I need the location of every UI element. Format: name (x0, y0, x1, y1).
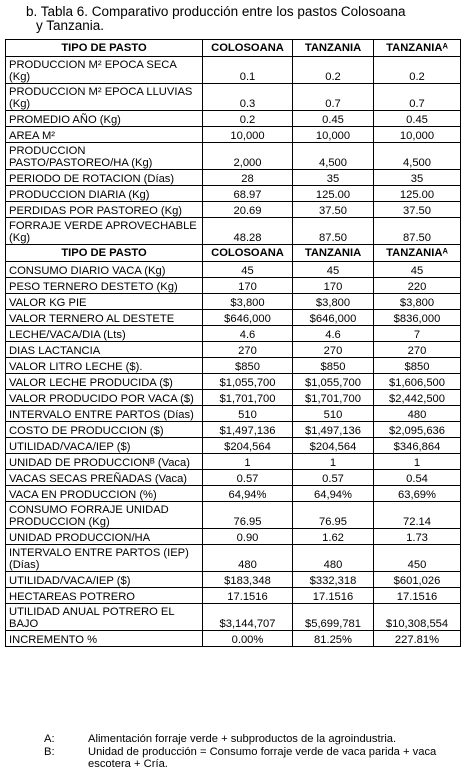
row-label: UTILIDAD/VACA/IEP ($) (6, 438, 203, 454)
table-row (6, 170, 461, 186)
value-cell: 227.81% (374, 631, 461, 647)
value-cell: 480 (203, 545, 293, 572)
row-label: PERIODO DE ROTACION (Días) (6, 170, 203, 186)
value-cell: 0.00% (203, 631, 293, 647)
table-row (6, 486, 461, 502)
header-cell-2: TANZANIA (293, 40, 374, 57)
value-cell: $332,318 (293, 572, 374, 588)
row-label: VALOR KG PIE (6, 294, 203, 310)
value-cell: $183,348 (203, 572, 293, 588)
table-row (6, 358, 461, 374)
value-cell: 68.97 (203, 186, 293, 202)
value-cell: $1,055,700 (203, 374, 293, 390)
value-cell: 0.45 (374, 111, 461, 127)
table-row (6, 470, 461, 486)
value-cell: 17.1516 (374, 588, 461, 604)
value-cell: $3,144,707 (203, 604, 293, 631)
table-row (6, 438, 461, 454)
value-cell: 0.45 (293, 111, 374, 127)
row-label: PRODUCCION M² EPOCA SECA (Kg) (6, 57, 203, 84)
row-label: INCREMENTO % (6, 631, 203, 647)
value-cell: 45 (374, 262, 461, 278)
value-cell: 270 (374, 342, 461, 358)
value-cell: $3,800 (203, 294, 293, 310)
value-cell: $346,864 (374, 438, 461, 454)
table-row (6, 186, 461, 202)
row-label: PROMEDIO AÑO (Kg) (6, 111, 203, 127)
value-cell: 0.90 (203, 529, 293, 545)
table-row (6, 202, 461, 218)
value-cell: 4,500 (293, 143, 374, 170)
value-cell: 450 (374, 545, 461, 572)
table-row (6, 454, 461, 470)
value-cell: 270 (203, 342, 293, 358)
value-cell: $601,026 (374, 572, 461, 588)
value-cell: $850 (293, 358, 374, 374)
row-label: VACAS SECAS PREÑADAS (Vaca) (6, 470, 203, 486)
table-row (6, 406, 461, 422)
table-row (6, 262, 461, 278)
value-cell: $2,442,500 (374, 390, 461, 406)
row-label: PRODUCCION M² EPOCA LLUVIAS (Kg) (6, 84, 203, 111)
table-row (6, 631, 461, 647)
value-cell: 1.62 (293, 529, 374, 545)
table-row (6, 502, 461, 529)
header-cell-2: TANZANIA (293, 245, 374, 262)
table-row (6, 310, 461, 326)
table-header-row (6, 40, 461, 57)
value-cell: 37.50 (374, 202, 461, 218)
value-cell: 17.1516 (293, 588, 374, 604)
row-label: HECTAREAS POTRERO (6, 588, 203, 604)
value-cell: 35 (293, 170, 374, 186)
value-cell: $836,000 (374, 310, 461, 326)
comparison-table (5, 39, 461, 647)
row-label: COSTO DE PRODUCCION ($) (6, 422, 203, 438)
value-cell: 17.1516 (203, 588, 293, 604)
value-cell: 510 (293, 406, 374, 422)
row-label: VALOR PRODUCIDO POR VACA ($) (6, 390, 203, 406)
value-cell: 4.6 (203, 326, 293, 342)
value-cell: 170 (203, 278, 293, 294)
header-cell-3: TANZANIAᴬ (374, 245, 461, 262)
table-row (6, 278, 461, 294)
row-label: VALOR TERNERO AL DESTETE (6, 310, 203, 326)
row-label: PERDIDAS POR PASTOREO (Kg) (6, 202, 203, 218)
table-header-row (6, 245, 461, 262)
row-label: VALOR LITRO LECHE ($). (6, 358, 203, 374)
value-cell: 4.6 (293, 326, 374, 342)
table-row (6, 218, 461, 245)
value-cell: $646,000 (293, 310, 374, 326)
table-row (6, 127, 461, 143)
value-cell: 480 (293, 545, 374, 572)
footnote-b (44, 746, 459, 771)
row-label: DIAS LACTANCIA (6, 342, 203, 358)
value-cell: 0.7 (374, 84, 461, 111)
value-cell: 81.25% (293, 631, 374, 647)
row-label: VALOR LECHE PRODUCIDA ($) (6, 374, 203, 390)
table-row (6, 390, 461, 406)
table-row (6, 294, 461, 310)
row-label: PRODUCCION DIARIA (Kg) (6, 186, 203, 202)
row-label: PESO TERNERO DESTETO (Kg) (6, 278, 203, 294)
footnote-key: B: (44, 745, 55, 758)
footnote-text: Unidad de producción = Consumo forraje verde de vaca parida + vaca escotera + Cría. (88, 745, 437, 770)
value-cell: $646,000 (203, 310, 293, 326)
value-cell: 0.2 (203, 111, 293, 127)
value-cell: $2,095,636 (374, 422, 461, 438)
value-cell: 20.69 (203, 202, 293, 218)
value-cell: 10,000 (374, 127, 461, 143)
table-caption (26, 5, 456, 33)
row-label: LECHE/VACA/DIA (Lts) (6, 326, 203, 342)
value-cell: 2,000 (203, 143, 293, 170)
row-label: INTERVALO ENTRE PARTOS (IEP) (Días) (6, 545, 203, 572)
value-cell: $1,701,700 (203, 390, 293, 406)
table-row (6, 111, 461, 127)
value-cell: 28 (203, 170, 293, 186)
value-cell: $1,055,700 (293, 374, 374, 390)
header-cell-1: COLOSOANA (203, 245, 293, 262)
value-cell: 0.1 (203, 57, 293, 84)
value-cell: 63,69% (374, 486, 461, 502)
value-cell: 87.50 (374, 218, 461, 245)
value-cell: 7 (374, 326, 461, 342)
header-cell-1: COLOSOANA (203, 40, 293, 57)
table-row (6, 143, 461, 170)
row-label: UTILIDAD/VACA/IEP ($) (6, 572, 203, 588)
value-cell: 1 (374, 454, 461, 470)
value-cell: 0.7 (293, 84, 374, 111)
table-row (6, 422, 461, 438)
value-cell: $204,564 (293, 438, 374, 454)
value-cell: $3,800 (374, 294, 461, 310)
value-cell: $850 (374, 358, 461, 374)
value-cell: $10,308,554 (374, 604, 461, 631)
value-cell: 125.00 (374, 186, 461, 202)
table-row (6, 588, 461, 604)
table-body (6, 40, 461, 647)
value-cell: 37.50 (293, 202, 374, 218)
value-cell: 10,000 (203, 127, 293, 143)
value-cell: 1 (293, 454, 374, 470)
value-cell: $3,800 (293, 294, 374, 310)
value-cell: 72.14 (374, 502, 461, 529)
value-cell: $1,497,136 (203, 422, 293, 438)
value-cell: 125.00 (293, 186, 374, 202)
value-cell: 0.57 (293, 470, 374, 486)
value-cell: 270 (293, 342, 374, 358)
row-label: AREA M² (6, 127, 203, 143)
caption-line-1: b. Tabla 6. Comparativo producción entre los pastos Colosoana (26, 4, 406, 19)
value-cell: $5,699,781 (293, 604, 374, 631)
footnote-key: A: (44, 733, 55, 745)
caption-line-2: y Tanzania. (36, 18, 105, 33)
value-cell: 4,500 (374, 143, 461, 170)
row-label: UNIDAD DE PRODUCCIONᴮ (Vaca) (6, 454, 203, 470)
footnote-text: Alimentación forraje verde + subproductos de la agroindustria. (88, 733, 397, 745)
value-cell: 0.54 (374, 470, 461, 486)
row-label: INTERVALO ENTRE PARTOS (Días) (6, 406, 203, 422)
value-cell: 0.2 (293, 57, 374, 84)
value-cell: $1,606,500 (374, 374, 461, 390)
header-cell-3: TANZANIAᴬ (374, 40, 461, 57)
table-row (6, 57, 461, 84)
value-cell: 45 (293, 262, 374, 278)
value-cell: 1 (203, 454, 293, 470)
value-cell: 35 (374, 170, 461, 186)
table-row (6, 572, 461, 588)
value-cell: 76.95 (203, 502, 293, 529)
value-cell: 510 (203, 406, 293, 422)
value-cell: 170 (293, 278, 374, 294)
value-cell: 87.50 (293, 218, 374, 245)
value-cell: 10,000 (293, 127, 374, 143)
row-label: CONSUMO DIARIO VACA (Kg) (6, 262, 203, 278)
table-row (6, 326, 461, 342)
value-cell: 0.2 (374, 57, 461, 84)
table-row (6, 342, 461, 358)
value-cell: 480 (374, 406, 461, 422)
value-cell: 0.57 (203, 470, 293, 486)
value-cell: 48.28 (203, 218, 293, 245)
row-label: UNIDAD PRODUCCION/HA (6, 529, 203, 545)
row-label: PRODUCCION PASTO/PASTOREO/HA (Kg) (6, 143, 203, 170)
value-cell: 76.95 (293, 502, 374, 529)
table-row (6, 545, 461, 572)
row-label: CONSUMO FORRAJE UNIDAD PRODUCCION (Kg) (6, 502, 203, 529)
table-row (6, 604, 461, 631)
value-cell: $850 (203, 358, 293, 374)
table-row (6, 529, 461, 545)
value-cell: $1,497,136 (293, 422, 374, 438)
row-label: VACA EN PRODUCCION (%) (6, 486, 203, 502)
value-cell: 1.73 (374, 529, 461, 545)
value-cell: 64,94% (203, 486, 293, 502)
value-cell: 0.3 (203, 84, 293, 111)
value-cell: 45 (203, 262, 293, 278)
footnotes (44, 733, 459, 771)
value-cell: $204,564 (203, 438, 293, 454)
value-cell: $1,701,700 (293, 390, 374, 406)
value-cell: 220 (374, 278, 461, 294)
row-label: FORRAJE VERDE APROVECHABLE (Kg) (6, 218, 203, 245)
header-cell-tipo: TIPO DE PASTO (6, 245, 203, 262)
header-cell-tipo: TIPO DE PASTO (6, 40, 203, 57)
table-row (6, 374, 461, 390)
table-row (6, 84, 461, 111)
row-label: UTILIDAD ANUAL POTRERO EL BAJO (6, 604, 203, 631)
value-cell: 64,94% (293, 486, 374, 502)
footnote-a (44, 733, 459, 746)
